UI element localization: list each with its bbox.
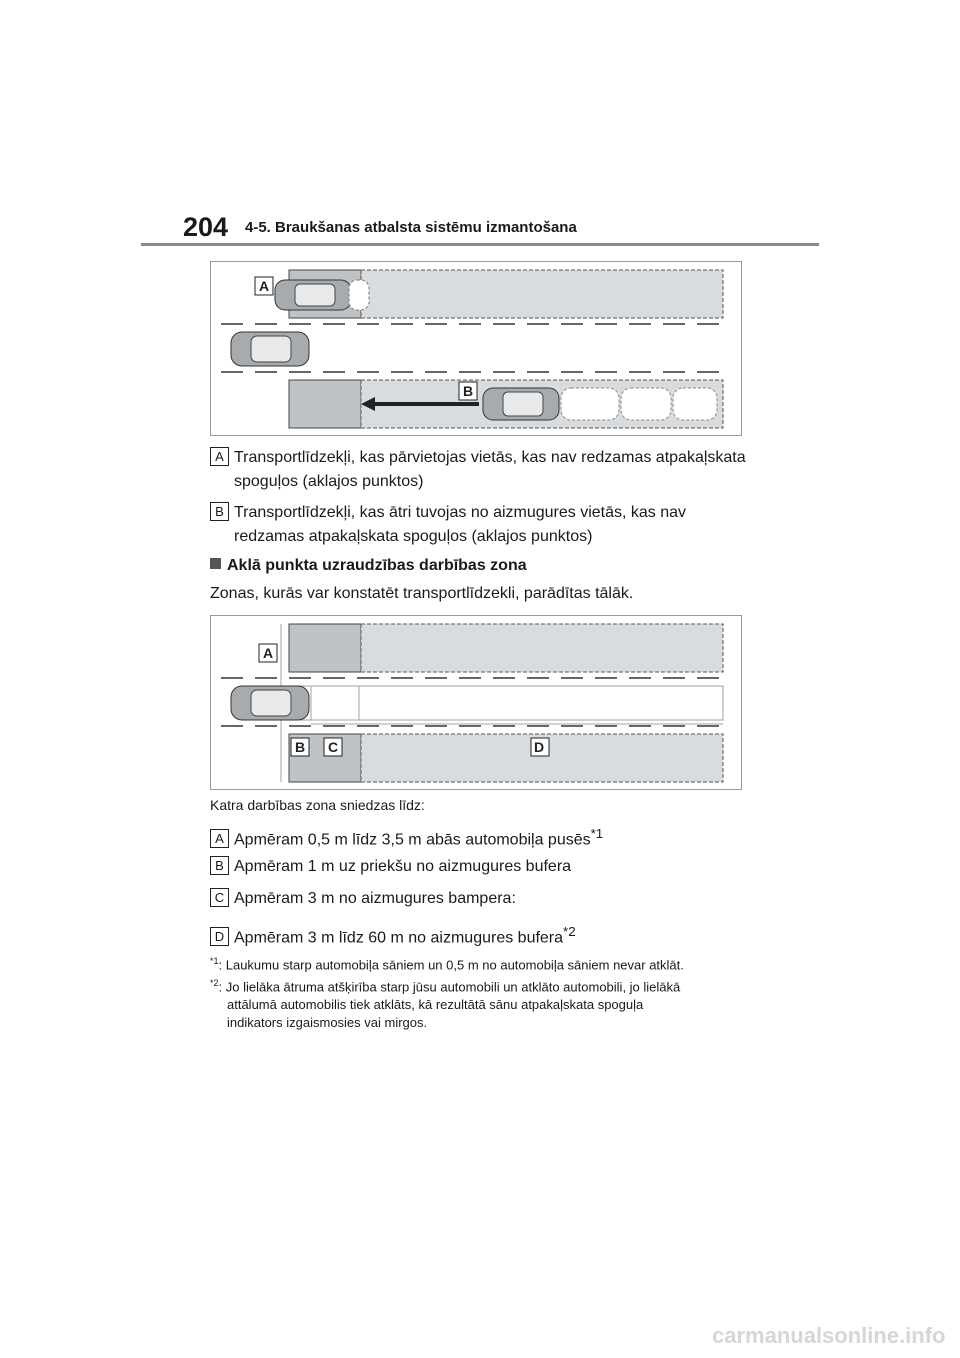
zone-badge-a: A (210, 829, 229, 848)
section-heading (210, 554, 770, 578)
zone-badge-d: D (210, 927, 229, 946)
figure2-label-a: A (263, 645, 274, 661)
figure-detection-zones (210, 615, 742, 790)
figure2-svg (211, 616, 741, 789)
list-item-a (210, 446, 770, 494)
badge-b: B (210, 502, 229, 521)
footnote-2-mark: *2 (210, 978, 219, 988)
item-a-line1: Transportlīdzekļi, kas pārvietojas vietās, kas nav redzamas atpakaļskata (234, 449, 746, 466)
footnote-1 (210, 952, 770, 974)
zone-badge-c: C (210, 888, 229, 907)
list-item-b (210, 501, 770, 549)
section-heading-text: Aklā punkta uzraudzības darbības zona (227, 557, 527, 574)
page-number: 204 (183, 212, 229, 242)
footnote-2-line3: indikators izgaismosies vai mirgos. (227, 1015, 428, 1031)
footnote-2-line2: attālumā automobilis tiek atklāts, kā rezultātā sānu atpakaļskata spoguļa (227, 997, 644, 1013)
zone-item-d (210, 920, 770, 950)
figure2-label-b: B (295, 739, 306, 755)
badge-a: A (210, 447, 229, 466)
figure-caption: Katra darbības zona sniedzas līdz: (210, 797, 425, 813)
figure1-label-b: B (463, 383, 474, 399)
figure1-svg (211, 262, 741, 435)
zone-text-b: Apmēram 1 m uz priekšu no aizmugures bufera (234, 858, 572, 875)
item-b-line2: redzamas atpakaļskata spoguļos (aklajos punktos) (234, 528, 593, 545)
car-b-ghosts (561, 388, 717, 420)
item-b-line1: Transportlīdzekļi, kas ātri tuvojas no aizmugures vietās, kas nav (234, 504, 687, 521)
own-car-2 (231, 686, 309, 720)
section-title: 4-5. Braukšanas atbalsta sistēmu izmantošana (245, 219, 577, 236)
section-intro: Zonas, kurās var konstatēt transportlīdzekli, parādītas tālāk. (210, 585, 634, 602)
item-a-line2: spoguļos (aklajos punktos) (234, 473, 424, 490)
car-a-ghost (349, 280, 369, 310)
zone2-top-light (361, 624, 723, 672)
figure-blind-spot-vehicles (210, 261, 742, 436)
footnote-1-mark: *1 (210, 956, 219, 966)
zone-text-a: Apmēram 0,5 m līdz 3,5 m abās automobiļa pusēs (234, 831, 591, 849)
figure2-label-c: C (328, 739, 339, 755)
footnote-2 (210, 974, 770, 1032)
footnote-2-line1: : Jo lielāka ātruma atšķirība starp jūsu automobili un atklāto automobili, jo lielākā (218, 979, 681, 995)
zone-item-b (210, 855, 770, 879)
watermark: carmanualsonline.info (712, 1323, 946, 1348)
zone-b-dark (289, 380, 361, 428)
figure2-label-d: D (534, 739, 545, 755)
zone-item-a (210, 822, 770, 852)
own-car (231, 332, 309, 366)
zone2-top-dark (289, 624, 361, 672)
footnote-1-text: : Laukumu starp automobiļa sāniem un 0,5 m no automobiļa sāniem nevar atklāt. (218, 957, 684, 973)
car-a (275, 280, 351, 310)
car-b (483, 388, 559, 420)
zone-sup-d: *2 (563, 924, 576, 939)
header-divider (141, 243, 819, 246)
square-bullet-icon (210, 558, 221, 569)
zone-text-c: Apmēram 3 m no aizmugures bampera: (234, 890, 516, 907)
zone-a-light (361, 270, 723, 318)
zone-badge-b: B (210, 856, 229, 875)
zone-text-d: Apmēram 3 m līdz 60 m no aizmugures bufera (234, 929, 564, 947)
zone-item-c (210, 887, 770, 911)
zone-sup-a: *1 (590, 826, 604, 841)
figure1-label-a: A (259, 278, 270, 294)
